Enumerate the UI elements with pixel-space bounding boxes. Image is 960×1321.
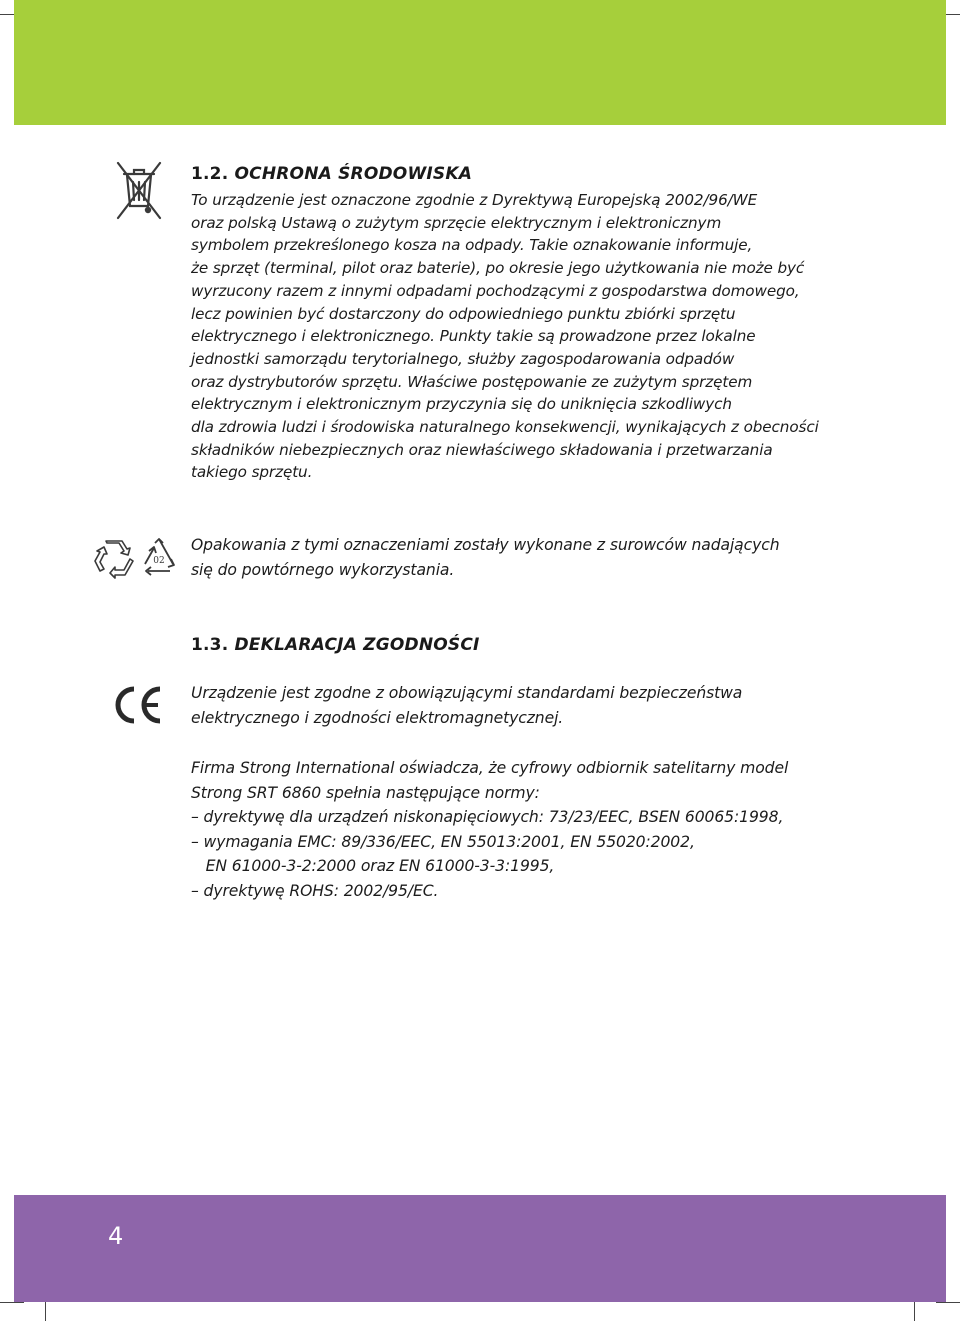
recycle-code: 02 [153, 556, 165, 566]
section-heading: DEKLARACJA ZGODNOŚCI [234, 635, 480, 655]
list-item: EN 61000-3-2:2000 oraz EN 61000-3-3:1995, [191, 857, 555, 875]
ce-paragraph [191, 681, 841, 730]
list-item: – dyrektywę dla urządzeń niskonapięciowych: 73/23/EEC, BSEN 60065:1998, [191, 808, 784, 826]
section-heading: OCHRONA ŚRODOWISKA [234, 164, 473, 184]
list-item: – dyrektywę ROHS: 2002/95/EC. [191, 881, 439, 900]
paragraph-line: jednostki samorządu terytorialnego, służby zagospodarowania odpadów [191, 349, 735, 368]
paragraph-line: wyrzucony razem z innymi odpadami pochodzącymi z gospodarstwa domowego, [191, 281, 800, 300]
paragraph-line: oraz polską Ustawą o zużytym sprzęcie elektrycznym i elektronicznym [191, 213, 722, 232]
recycle-02-icon [140, 537, 178, 577]
paragraph-line: Strong SRT 6860 spełnia następujące normy: [191, 783, 540, 802]
top-color-band [14, 0, 946, 125]
paragraph-line: Urządzenie jest zgodne z obowiązującymi standardami bezpieczeństwa [191, 684, 743, 702]
paragraph-line: elektrycznym i elektronicznym przyczynia się do uniknięcia szkodliwych [191, 395, 732, 414]
paragraph-line: symbolem przekreślonego kosza na odpady. Takie oznakowanie informuje, [191, 236, 753, 255]
page-number: 4 [108, 1222, 124, 1250]
packaging-paragraph [191, 533, 841, 582]
paragraph-line: się do powtórnego wykorzystania. [191, 560, 455, 579]
environment-paragraph [191, 189, 841, 484]
list-item: – wymagania EMC: 89/336/EEC, EN 55013:2001, EN 55020:2002, [191, 832, 695, 851]
crop-mark [0, 1302, 24, 1303]
paragraph-line: elektrycznego i zgodności elektromagnetycznej. [191, 708, 564, 727]
declaration-paragraph [191, 756, 841, 903]
paragraph-line: oraz dystrybutorów sprzętu. Właściwe postępowanie ze zużytym sprzętem [191, 372, 753, 391]
paragraph-line: dla zdrowia ludzi i środowiska naturalnego konsekwencji, wynikających z obecności [191, 418, 819, 437]
paragraph-line: Firma Strong International oświadcza, że cyfrowy odbiornik satelitarny model [191, 759, 789, 777]
bottom-color-band [14, 1195, 946, 1302]
paragraph-line: takiego sprzętu. [191, 463, 313, 482]
paragraph-line: Opakowania z tymi oznaczeniami zostały wykonane z surowców nadających [191, 536, 780, 554]
ce-mark-icon [110, 684, 168, 726]
paragraph-line: że sprzęt (terminal, pilot oraz baterie), po okresie jego użytkowania nie może być [191, 259, 805, 278]
paragraph-line: składników niebezpiecznych oraz niewłaściwego składowania i przetwarzania [191, 440, 773, 459]
paragraph-line: To urządzenie jest oznaczone zgodnie z Dyrektywą Europejską 2002/96/WE [191, 191, 758, 209]
crop-mark [936, 1302, 960, 1303]
section-number: 1.3. [191, 635, 229, 655]
section-number: 1.2. [191, 164, 229, 184]
section-title-declaration [191, 635, 480, 655]
recycle-icon [94, 537, 136, 579]
section-title-environment [191, 164, 472, 184]
paragraph-line: elektrycznego i elektronicznego. Punkty takie są prowadzone przez lokalne [191, 327, 756, 346]
crossed-bin-icon [110, 160, 168, 222]
paragraph-line: lecz powinien być dostarczony do odpowiedniego punktu zbiórki sprzętu [191, 304, 736, 323]
